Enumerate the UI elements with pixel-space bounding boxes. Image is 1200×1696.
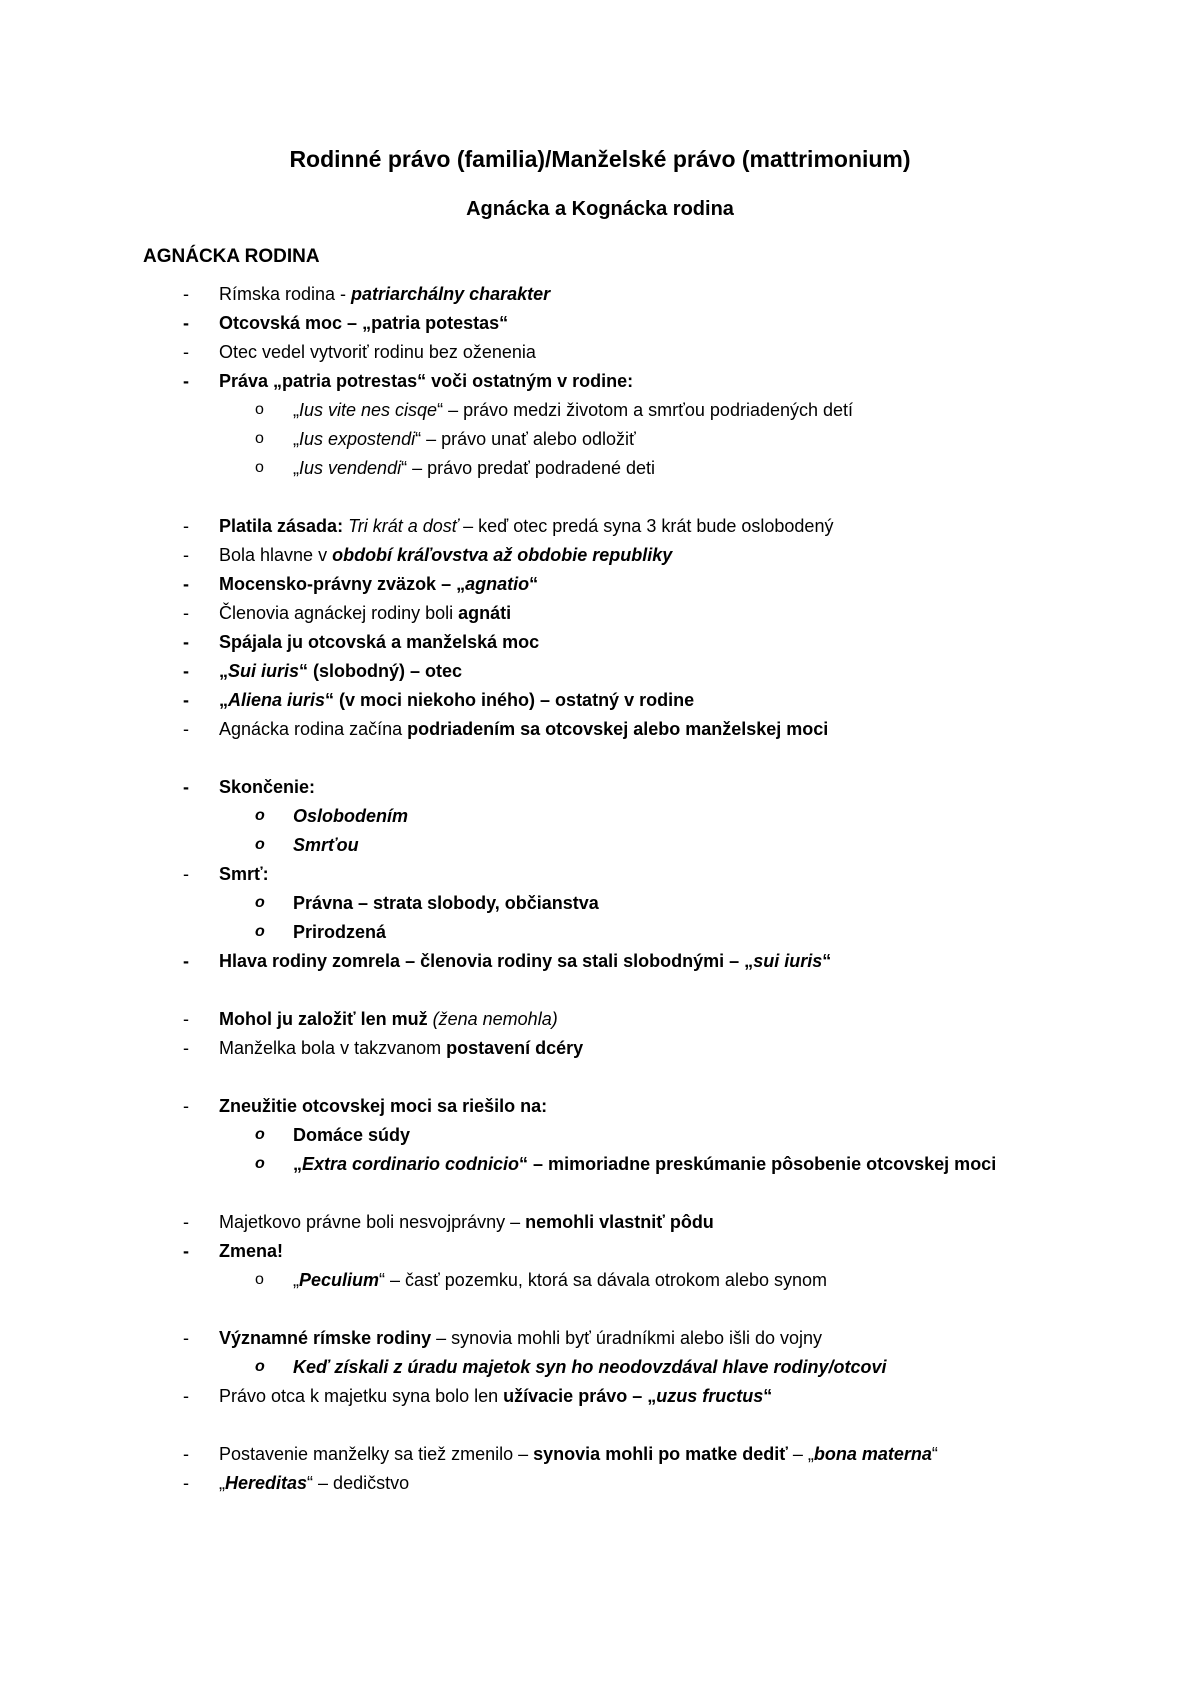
text-run: Extra cordinario codnicio [302, 1154, 520, 1174]
text-run: “ [529, 574, 539, 594]
text-run: – „ [787, 1444, 814, 1464]
text-run: Rímska rodina - [219, 284, 352, 304]
dash-bullet: - [183, 777, 189, 797]
dash-bullet: - [183, 1386, 189, 1406]
text-run: agnáti [458, 603, 512, 623]
list-item-text [219, 600, 511, 626]
dash-bullet: - [183, 1473, 189, 1493]
dash-bullet: - [183, 516, 189, 536]
text-run: Bola hlavne v [219, 545, 333, 565]
text-run: synovia mohli po matke dediť [533, 1444, 788, 1464]
text-run: sui iuris [753, 951, 823, 971]
list-item-text [219, 1441, 938, 1467]
text-run: Právo otca k majetku syna bolo len [219, 1386, 504, 1406]
text-run: Zmena! [219, 1241, 284, 1261]
text-run: „ [293, 1270, 299, 1290]
list-item-text [219, 1209, 714, 1235]
circle-bullet: o [255, 459, 264, 476]
dash-bullet: - [183, 603, 189, 623]
text-run: Otec vedel vytvoriť rodinu bez oženenia [219, 342, 536, 362]
list-item-text [293, 803, 408, 829]
dash-bullet: - [183, 1241, 189, 1261]
dash-bullet: - [183, 1328, 189, 1348]
text-run: „ [293, 429, 299, 449]
list-item-text [219, 861, 269, 887]
text-run: Ius expostendi [299, 429, 416, 449]
text-run: Smrťou [293, 835, 359, 855]
text-run: Oslobodením [293, 806, 409, 826]
text-run: bona materna [813, 1444, 932, 1464]
circle-bullet: o [255, 836, 265, 853]
dash-bullet: - [183, 574, 189, 594]
list-item-text [219, 1006, 558, 1032]
dash-bullet: - [183, 632, 189, 652]
circle-bullet: o [255, 1126, 265, 1143]
circle-bullet: o [255, 401, 264, 418]
text-run: Domáce súdy [293, 1125, 411, 1145]
text-run: „ [219, 661, 228, 681]
text-run: „ [219, 690, 228, 710]
list-item-text [219, 542, 672, 568]
text-run: nemohli vlastniť pôdu [525, 1212, 714, 1232]
circle-bullet: o [255, 1271, 264, 1288]
text-run: “ (v moci niekoho iného) – ostatný v rodine [325, 690, 695, 710]
text-run: – keď otec predá syna 3 krát bude oslobodený [458, 516, 834, 536]
text-run: období kráľovstva až obdobie republiky [332, 545, 673, 565]
text-run: Majetkovo právne boli nesvojprávny – [219, 1212, 526, 1232]
text-run: Právna – strata slobody, občianstva [293, 893, 599, 913]
text-run: Práva „patria potrestas“ voči ostatným v rodine: [219, 371, 634, 391]
text-run: Agnácka rodina začína [219, 719, 408, 739]
list-item-text [293, 455, 655, 481]
list-item-text [219, 774, 315, 800]
dash-bullet: - [183, 284, 189, 304]
text-run: Ius vendendi [299, 458, 402, 478]
list-item-text [219, 310, 508, 336]
text-run: „ [293, 400, 299, 420]
text-run: Tri krát a dosť [348, 516, 459, 536]
text-run: “ – právo medzi životom a smrťou podriadených detí [437, 400, 854, 420]
text-run: – synovia mohli byť úradníkmi alebo išli do vojny [431, 1328, 823, 1348]
circle-bullet: o [255, 430, 264, 447]
list-item-text [293, 1151, 996, 1177]
dash-bullet: - [183, 1212, 189, 1232]
list-item-text [219, 513, 833, 539]
list-item-text [219, 1383, 772, 1409]
text-run: Členovia agnáckej rodiny boli [219, 603, 459, 623]
dash-bullet: - [183, 342, 189, 362]
dash-bullet: - [183, 864, 189, 884]
list-item-text [293, 832, 359, 858]
list-item-text [219, 948, 831, 974]
list-item-text [293, 1122, 410, 1148]
dash-bullet: - [183, 371, 189, 391]
list-item-text [219, 571, 538, 597]
text-run: “ – časť pozemku, ktorá sa dávala otrokom alebo synom [379, 1270, 827, 1290]
text-run: Ius vite nes cisqe [299, 400, 438, 420]
list-item-text [219, 339, 536, 365]
list-item-text [219, 687, 694, 713]
text-run: užívacie právo [503, 1386, 628, 1406]
section-heading: AGNÁCKA RODINA [143, 246, 320, 267]
text-run: Sui iuris [228, 661, 300, 681]
document-title: Rodinné právo (familia)/Manželské právo (mattrimonium) [289, 146, 911, 172]
circle-bullet: o [255, 807, 265, 824]
text-run: Smrť: [219, 864, 269, 884]
text-run: Platila zásada: [219, 516, 349, 536]
text-run: Mohol ju založiť len muž [219, 1009, 433, 1029]
dash-bullet: - [183, 690, 189, 710]
list-item-text [219, 629, 539, 655]
text-run: “ – právo unať alebo odložiť [415, 429, 636, 449]
text-run: Peculium [299, 1270, 380, 1290]
text-run: Manželka bola v takzvanom [219, 1038, 447, 1058]
list-item-text [219, 658, 462, 684]
text-run: Otcovská moc – „patria potestas“ [219, 313, 509, 333]
text-run: Zneužitie otcovskej moci sa riešilo na: [219, 1096, 548, 1116]
text-run: „ [293, 458, 299, 478]
dash-bullet: - [183, 313, 189, 333]
list-item-text [219, 281, 550, 307]
text-run: uzus fructus [656, 1386, 764, 1406]
list-item-text [219, 1238, 283, 1264]
circle-bullet: o [255, 894, 265, 911]
list-item-text [219, 716, 828, 742]
text-run: Hlava rodiny zomrela – členovia rodiny sa stali slobodnými – „ [219, 951, 754, 971]
text-run: Aliena iuris [228, 690, 326, 710]
text-run: “ (slobodný) – otec [299, 661, 463, 681]
text-run: „ [219, 1473, 225, 1493]
list-item-text [293, 1267, 827, 1293]
dash-bullet: - [183, 545, 189, 565]
text-run: patriarchálny charakter [351, 284, 551, 304]
text-run: “ [763, 1386, 773, 1406]
text-run: Hereditas [225, 1473, 308, 1493]
text-run: Postavenie manželky sa tiež zmenilo – [219, 1444, 534, 1464]
text-run: Keď získali z úradu majetok syn ho neodovzdával hlave rodiny/otcovi [293, 1357, 887, 1377]
text-run: Skončenie: [219, 777, 316, 797]
text-run: postavení dcéry [446, 1038, 584, 1058]
dash-bullet: - [183, 1038, 189, 1058]
text-run: Významné rímske rodiny [219, 1328, 432, 1348]
text-run: „ [293, 1154, 302, 1174]
text-run: agnatio [465, 574, 530, 594]
dash-bullet: - [183, 1009, 189, 1029]
list-item-text [293, 890, 599, 916]
circle-bullet: o [255, 1155, 265, 1172]
circle-bullet: o [255, 923, 265, 940]
document-subtitle: Agnácka a Kognácka rodina [466, 198, 734, 220]
text-run: “ – mimoriadne preskúmanie pôsobenie otcovskej moci [519, 1154, 997, 1174]
dash-bullet: - [183, 661, 189, 681]
dash-bullet: - [183, 1096, 189, 1116]
text-run: “ [931, 1444, 938, 1464]
list-item-text [219, 1035, 583, 1061]
list-item-text [219, 1470, 409, 1496]
list-item-text [293, 919, 386, 945]
list-item-text [293, 426, 636, 452]
text-run: Prirodzená [293, 922, 387, 942]
text-run: – „ [627, 1386, 657, 1406]
dash-bullet: - [183, 719, 189, 739]
list-item-text [293, 1354, 886, 1380]
list-item-text [293, 397, 853, 423]
dash-bullet: - [183, 951, 189, 971]
list-item-text [219, 368, 633, 394]
text-run: “ – právo predať podradené deti [401, 458, 656, 478]
circle-bullet: o [255, 1358, 265, 1375]
text-run: Mocensko-právny zväzok – „ [219, 574, 466, 594]
list-item-text [219, 1093, 547, 1119]
dash-bullet: - [183, 1444, 189, 1464]
text-run: Spájala ju otcovská a manželská moc [219, 632, 540, 652]
list-item-text [219, 1325, 822, 1351]
text-run: “ – dedičstvo [307, 1473, 410, 1493]
text-run: “ [822, 951, 832, 971]
text-run: (žena nemohla) [432, 1009, 558, 1029]
text-run: podriadením sa otcovskej alebo manželskej moci [407, 719, 829, 739]
